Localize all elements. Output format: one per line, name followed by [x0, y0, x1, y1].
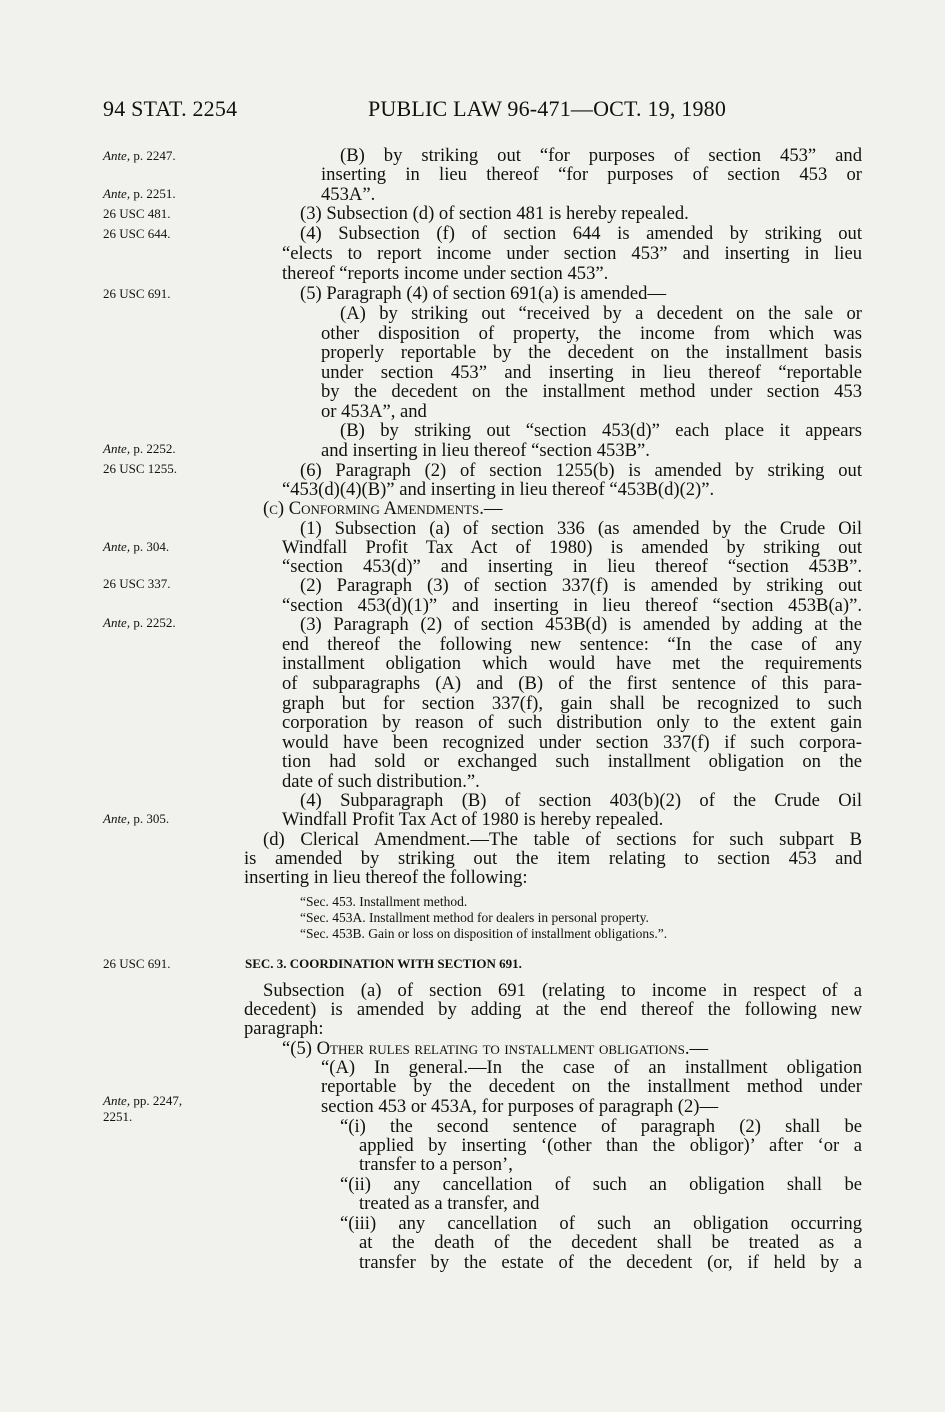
- text-line: section 453 or 453A, for purposes of paragraph (2)—: [321, 1096, 719, 1117]
- text-line: (1) Subsection (a) of section 336 (as amended by the Crude Oil: [300, 518, 862, 539]
- margin-note: Ante, pp. 2247,: [103, 1093, 183, 1108]
- text-line: “section 453(d)” and inserting in lieu thereof “section 453B”.: [282, 556, 862, 577]
- text-line: paragraph:: [244, 1018, 324, 1039]
- text-line: corporation by reason of such distribution only to the extent gain: [282, 712, 862, 733]
- text-line: (3) Paragraph (2) of section 453B(d) is amended by adding at the: [300, 614, 862, 635]
- text-line: inserting in lieu thereof “for purposes of section 453 or: [321, 164, 862, 185]
- section-table-entry: “Sec. 453A. Installment method for dealers in personal property.: [300, 910, 649, 925]
- text-line: (2) Paragraph (3) of section 337(f) is amended by striking out: [300, 575, 862, 596]
- text-line: is amended by striking out the item relating to section 453 and: [244, 848, 862, 869]
- text-line: “453(d)(4)(B)” and inserting in lieu thereof “453B(d)(2)”.: [282, 479, 715, 500]
- text-line: applied by inserting ‘(other than the obligor)’ after ‘or a: [359, 1135, 862, 1156]
- text-line: would have been recognized under section 337(f) if such corpora-: [282, 732, 862, 753]
- text-line: “section 453(d)(1)” and inserting in lieu thereof “section 453B(a)”.: [282, 595, 862, 616]
- text-line: “(ii) any cancellation of such an obligation shall be: [340, 1174, 862, 1195]
- text-line: (4) Subsection (f) of section 644 is amended by striking out: [300, 223, 862, 244]
- margin-note: 26 USC 481.: [103, 206, 171, 221]
- text-line: date of such distribution.”.: [282, 771, 480, 792]
- margin-note: 26 USC 691.: [103, 286, 171, 301]
- text-line: transfer by the estate of the decedent (or, if held by a: [359, 1252, 862, 1273]
- text-line: of subparagraphs (A) and (B) of the first sentence of this para-: [282, 673, 862, 694]
- section-heading: SEC. 3. COORDINATION WITH SECTION 691.: [245, 956, 522, 971]
- text-line: installment obligation which would have met the requirements: [282, 653, 862, 674]
- section-table-entry: “Sec. 453. Installment method.: [300, 894, 468, 909]
- text-line: (d) Clerical Amendment.—The table of sections for such subpart B: [263, 829, 862, 850]
- margin-note: 26 USC 337.: [103, 576, 171, 591]
- running-header-title: PUBLIC LAW 96-471—OCT. 19, 1980: [368, 96, 727, 121]
- margin-note: Ante, p. 2247.: [103, 148, 176, 163]
- text-line: “elects to report income under section 453” and inserting in lieu: [282, 243, 862, 264]
- text-line: or 453A”, and: [321, 401, 427, 422]
- text-line: treated as a transfer, and: [359, 1193, 540, 1214]
- margin-note: 2251.: [103, 1109, 133, 1124]
- margin-note: Ante, p. 2252.: [103, 615, 176, 630]
- subsection-heading: (c) Conforming Amendments.—: [263, 498, 503, 519]
- text-line: “(i) the second sentence of paragraph (2) shall be: [340, 1116, 862, 1137]
- text-line: decedent) is amended by adding at the end thereof the following new: [244, 999, 862, 1020]
- margin-note: 26 USC 644.: [103, 226, 171, 241]
- margin-note: Ante, p. 304.: [103, 539, 170, 554]
- text-line: “(iii) any cancellation of such an obligation occurring: [340, 1213, 862, 1234]
- text-line: (B) by striking out “for purposes of section 453” and: [340, 145, 862, 166]
- text-line: inserting in lieu thereof the following:: [244, 867, 528, 888]
- text-line: thereof “reports income under section 453”.: [282, 263, 609, 284]
- text-line: (6) Paragraph (2) of section 1255(b) is amended by striking out: [300, 460, 862, 481]
- margin-note: 26 USC 1255.: [103, 461, 178, 476]
- margin-note: Ante, p. 2251.: [103, 186, 176, 201]
- text-line: Windfall Profit Tax Act of 1980 is hereby repealed.: [282, 809, 664, 830]
- text-line: Subsection (a) of section 691 (relating to income in respect of a: [263, 980, 862, 1001]
- text-line: properly reportable by the decedent on the installment basis: [321, 342, 862, 363]
- text-line: under section 453” and inserting in lieu thereof “reportable: [321, 362, 862, 383]
- text-line: (3) Subsection (d) of section 481 is hereby repealed.: [300, 203, 689, 224]
- text-line: and inserting in lieu thereof “section 453B”.: [321, 440, 650, 461]
- text-line: transfer to a person’,: [359, 1154, 513, 1175]
- text-line: reportable by the decedent on the installment method under: [321, 1076, 862, 1097]
- text-line: Windfall Profit Tax Act of 1980) is amended by striking out: [282, 537, 862, 558]
- paragraph-heading: “(5) Other rules relating to installment obligations.—: [282, 1038, 709, 1059]
- section-table-entry: “Sec. 453B. Gain or loss on disposition of installment obligations.”.: [300, 926, 668, 941]
- text-line: at the death of the decedent shall be treated as a: [359, 1232, 862, 1253]
- margin-note: Ante, p. 2252.: [103, 441, 176, 456]
- text-line: “(A) In general.—In the case of an installment obligation: [321, 1057, 862, 1078]
- text-line: graph but for section 337(f), gain shall be recognized to such: [282, 693, 862, 714]
- text-line: (B) by striking out “section 453(d)” each place it appears: [340, 420, 862, 441]
- text-line: by the decedent on the installment method under section 453: [321, 381, 862, 402]
- margin-note: 26 USC 691.: [103, 956, 171, 971]
- margin-note: Ante, p. 305.: [103, 811, 170, 826]
- text-line: (4) Subparagraph (B) of section 403(b)(2) of the Crude Oil: [300, 790, 862, 811]
- text-line: (5) Paragraph (4) of section 691(a) is amended—: [300, 283, 667, 304]
- text-line: (A) by striking out “received by a decedent on the sale or: [340, 303, 862, 324]
- text-line: 453A”.: [321, 184, 376, 205]
- text-line: end thereof the following new sentence: “In the case of any: [282, 634, 862, 655]
- text-line: tion had sold or exchanged such installment obligation on the: [282, 751, 862, 772]
- text-line: other disposition of property, the income from which was: [321, 323, 862, 344]
- running-header-left: 94 STAT. 2254: [103, 96, 238, 121]
